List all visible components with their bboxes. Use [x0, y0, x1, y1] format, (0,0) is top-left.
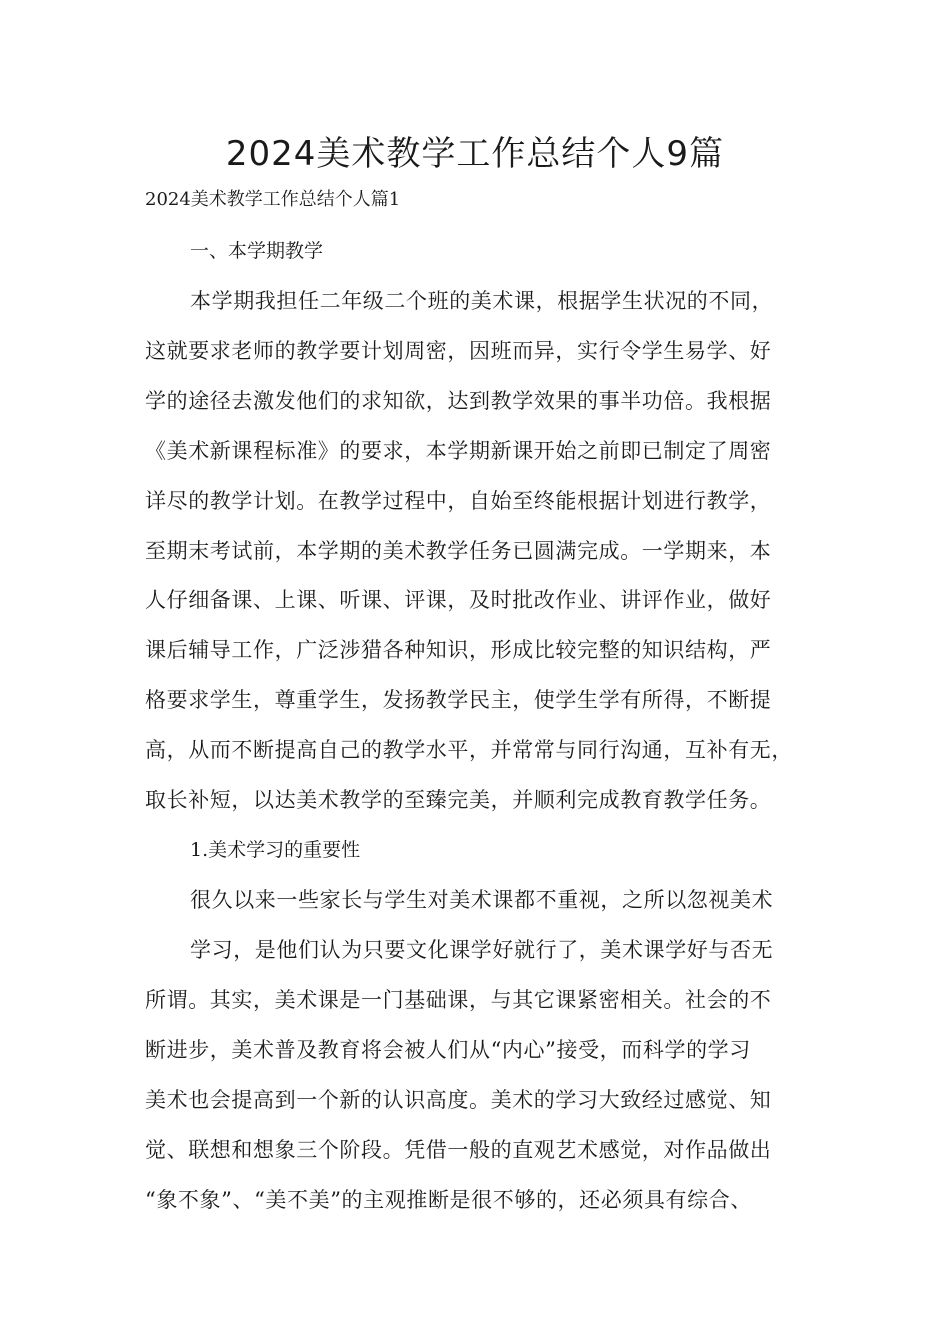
paragraph-line: 人仔细备课、上课、听课、评课，及时批改作业、讲评作业，做好 [145, 588, 772, 612]
paragraph-line: 至期末考试前，本学期的美术教学任务已圆满完成。一学期来，本 [145, 539, 772, 563]
section-heading: 一、本学期教学 [190, 240, 324, 262]
paragraph-line: 学习，是他们认为只要文化课学好就行了，美术课学好与否无 [190, 938, 774, 962]
subsection-heading: 1.美术学习的重要性 [190, 839, 361, 861]
paragraph-line: “象不象”、“美不美”的主观推断是很不够的，还必须具有综合、 [145, 1188, 752, 1212]
paragraph-line: 所谓。其实，美术课是一门基础课，与其它课紧密相关。社会的不 [145, 988, 772, 1012]
paragraph-line: 这就要求老师的教学要计划周密，因班而异，实行令学生易学、好 [145, 339, 772, 363]
paragraph-line: 取长补短，以达美术教学的至臻完美，并顺利完成教育教学任务。 [145, 788, 772, 812]
paragraph-line: 觉、联想和想象三个阶段。凭借一般的直观艺术感觉，对作品做出 [145, 1138, 772, 1162]
paragraph-line: 详尽的教学计划。在教学过程中，自始至终能根据计划进行教学， [145, 489, 772, 513]
article-subheading: 2024美术教学工作总结个人篇1 [145, 189, 401, 210]
paragraph-line: 美术也会提高到一个新的认识高度。美术的学习大致经过感觉、知 [145, 1088, 772, 1112]
paragraph-line: 断进步，美术普及教育将会被人们从“内心”接受，而科学的学习 [145, 1038, 751, 1062]
paragraph-line: 高，从而不断提高自己的教学水平，并常常与同行沟通，互补有无， [145, 738, 793, 762]
paragraph-line: 课后辅导工作，广泛涉猎各种知识，形成比较完整的知识结构，严 [145, 638, 772, 662]
paragraph-line: 格要求学生，尊重学生，发扬教学民主，使学生学有所得，不断提 [145, 688, 772, 712]
paragraph-line: 《美术新课程标准》的要求，本学期新课开始之前即已制定了周密 [145, 439, 772, 463]
document-title: 2024美术教学工作总结个人9篇 [225, 134, 725, 174]
paragraph-line: 很久以来一些家长与学生对美术课都不重视，之所以忽视美术 [190, 888, 774, 912]
paragraph-line: 学的途径去激发他们的求知欲，达到教学效果的事半功倍。我根据 [145, 389, 772, 413]
paragraph-line: 本学期我担任二年级二个班的美术课，根据学生状况的不同， [190, 289, 774, 313]
